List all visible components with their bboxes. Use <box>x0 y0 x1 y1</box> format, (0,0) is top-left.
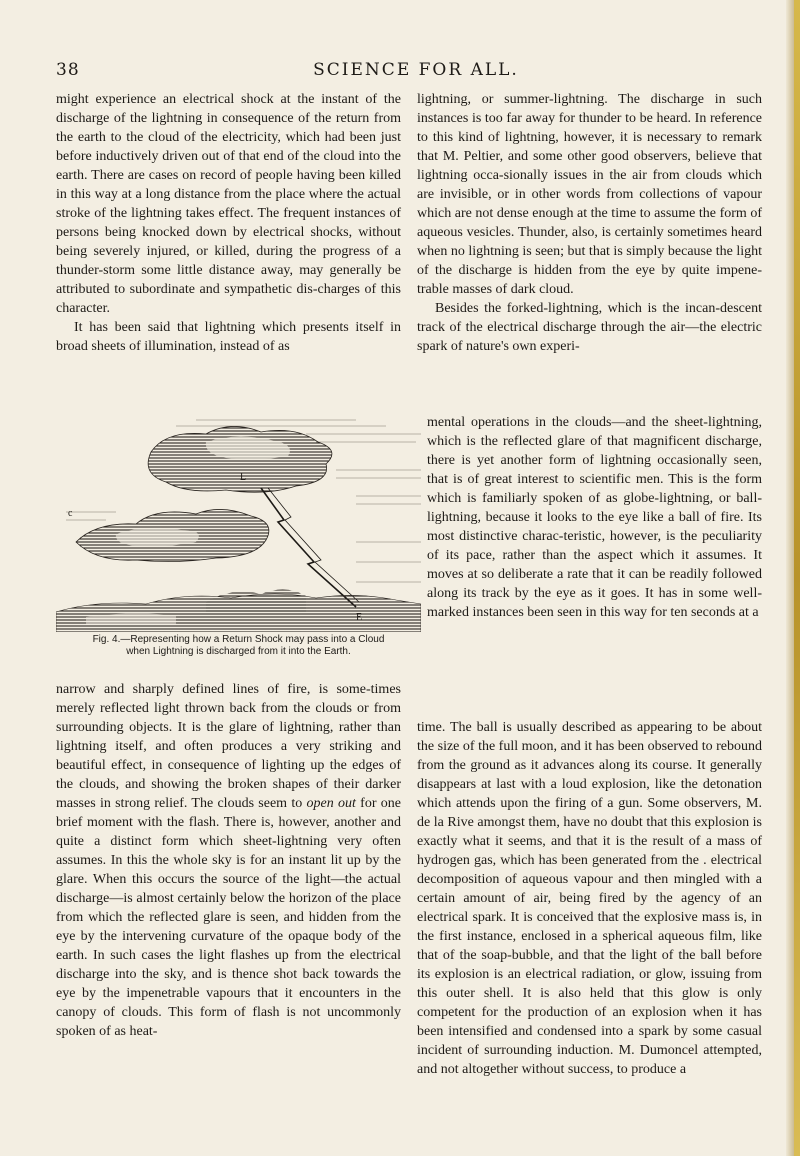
paragraph: lightning, or summer-lightning. The discharge in such instances is too far away for thunder to be heard. In reference to this kind of lightning, however, it is necessary to remark that M. Peltier, and some other good observers, believe that lightning occa-sionally issues in the air from clouds which are invisible, or in other words from collections of vapour which are not dense enough at the time to assume the form of aqueous vesicles. Thunder, also, is certainly sometimes heard when no lightning is seen; but that is simply because the light of the discharge is hidden from the eye by quite impene-trable masses of dark cloud. <box>417 92 762 297</box>
figure-caption <box>56 634 421 658</box>
label-e: E <box>356 612 363 623</box>
page-edge <box>786 0 800 1156</box>
paragraph <box>56 680 401 1041</box>
label-l: L <box>240 472 247 483</box>
right-column-middle <box>427 413 762 622</box>
text-run: for one brief moment with the flash. There is, however, another and quite a distinct form which sheet-lightning very often assumes. In this the whole sky is for an instant lit up by the glare. When this occurs the source of the light—the actual discharge—is almost certainly below the horizon of the place from which the reflected glare is seen, and hidden from the eye by the intervening curvature of the opaque body of the earth. In such cases the light flashes up from the electrical discharge into the sky, and is thence shot back towards the eye by the impenetrable vapours that it encounters in the canopy of clouds. This form of flash is not uncommonly spoken of as heat- <box>56 796 401 1039</box>
emphasis: open out <box>306 796 356 811</box>
paragraph: Besides the forked-lightning, which is the incan-descent track of the electrical discharge through the air—the electric spark of nature's own experi- <box>417 301 762 354</box>
caption-line: when Lightning is discharged from it into the Earth. <box>126 646 351 657</box>
page-number: 38 <box>56 60 80 80</box>
figure-lightning-return-shock <box>56 412 421 672</box>
left-column-top <box>56 90 401 356</box>
text-run: narrow and sharply defined lines of fire, is some-times merely reflected light thrown back from the clouds or from surrounding objects. It is the glare of lightning, rather than lightning itself, and often produces a very striking and beautiful effect, in consequence of lighting up the edges of the clouds, and showing the broken shapes of their darker masses in strong relief. The clouds seem to <box>56 682 401 811</box>
right-column-bottom <box>417 718 762 1079</box>
right-column-top <box>417 90 762 356</box>
paragraph: might experience an electrical shock at the instant of the discharge of the lightning in consequence of the return from the earth to the cloud of the electricity, which had been just before inductively driven out of that end of the cloud into the earth. There are cases on record of people having been killed in this way at a long distance from the place where the actual stroke of the lightning takes effect. The frequent instances of persons being knocked down by electrical shocks, without being severely injured, or killed, during the progress of a thunder-storm some little distance away, may generally be attributed to subordinate and sympathetic dis-charges of this character. <box>56 92 401 316</box>
lightning-illustration <box>56 412 421 632</box>
paragraph: time. The ball is usually described as appearing to be about the size of the full moon, and it has been observed to rebound from the ground as it advances along its course. It generally disappears at last with a loud explosion, like the detonation which attends upon the firing of a gun. Some observers, M. de la Rive amongst them, have no doubt that this explosion is exactly what it seems, and that it is the result of a mass of hydrogen gas, which has been generated from the . electrical decomposition of aqueous vapour and then mingled with a certain amount of air, being fired by the agency of an electrical spark. It is conceived that the explosive mass is, in the first instance, enclosed in a spherical aqueous film, like that of the soap-bubble, and that the light of the ball before its explosion is an electrical radiation, or glow, issuing from this outer shell. It is also held that this glow is only competent for the production of an explosion when it has been intensified and condensed into a spark by some casual incident of surrounding induction. M. Dumoncel attempted, and not altogether without success, to produce a <box>417 720 762 1077</box>
left-column-bottom <box>56 680 401 1041</box>
caption-line: Fig. 4.—Representing how a Return Shock may pass into a Cloud <box>92 634 385 645</box>
label-c: c <box>68 508 73 519</box>
gilt-edge <box>794 0 800 1156</box>
running-head <box>56 60 776 84</box>
running-title: SCIENCE FOR ALL. <box>313 60 519 80</box>
paragraph: It has been said that lightning which presents itself in broad sheets of illumination, instead of as <box>56 320 401 354</box>
paragraph: mental operations in the clouds—and the sheet-lightning, which is the reflected glare of that magnificent discharge, there is yet another form of lightning occasionally seen, that is of great interest to scientific men. This is the form which is familiarly spoken of as globe-lightning, or ball-lightning, because it looks to the eye like a ball of fire. Its most distinctive charac-teristic, however, is the peculiarity of its pace, rather than the aspect which it assumes. It moves at so deliberate a rate that it can be readily followed along its track by the eye as it goes. It has in some well-marked instances been seen in this way for ten seconds at a <box>427 415 762 620</box>
